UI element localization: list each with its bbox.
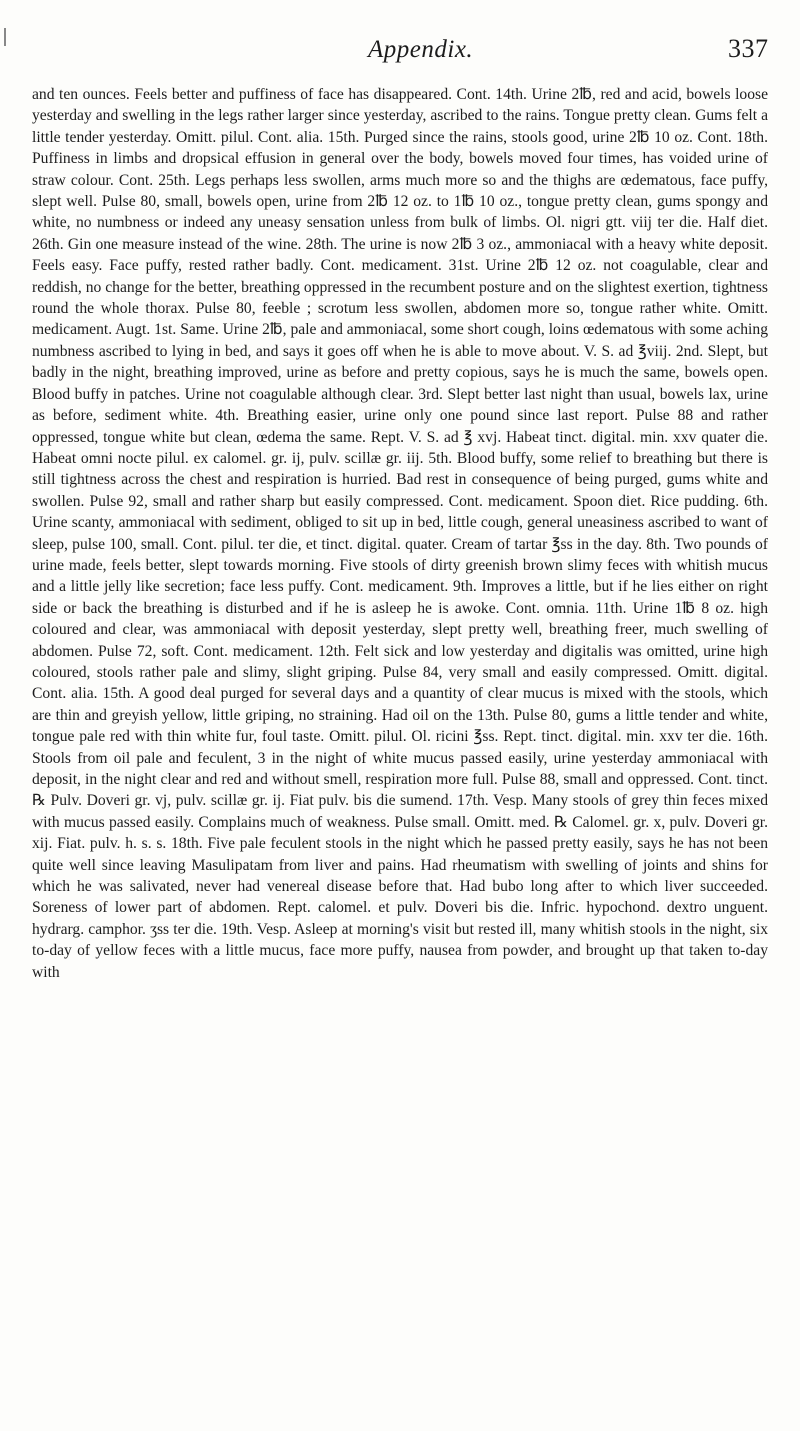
page-number: 337 — [728, 34, 769, 63]
body-text-block — [32, 84, 768, 1414]
margin-mark — [4, 28, 6, 46]
case-notes-paragraph: and ten ounces. Feels better and puffiness of face has disappeared. Cont. 14th. Urine 2℔, red and acid, bowels loose yesterday and swelling in the legs rather larger since yesterday, ascribed to the rains. Tongue pretty clean. Gums felt a little tender yesterday. Omitt. pilul. Cont. alia. 15th. Purged since the rains, stools good, urine 2℔ 10 oz. Cont. 18th. Puffiness in limbs and dropsical effusion in general over the body, bowels moved four times, has voided urine of straw colour. Cont. 25th. Legs perhaps less swollen, arms much more so and the thighs are œdematous, face puffy, slept well. Pulse 80, small, bowels open, urine from 2℔ 12 oz. to 1℔ 10 oz., tongue pretty clean, gums spongy and white, no numbness or indeed any uneasy sensation unless from bulk of limbs. Ol. nigri gtt. viij ter die. Half diet. 26th. Gin one measure instead of the wine. 28th. The urine is now 2℔ 3 oz., ammoniacal with a heavy white deposit. Feels easy. Face puffy, rested rather badly. Cont. medicament. 31st. Urine 2℔ 12 oz. not coagulable, clear and reddish, no change for the better, breathing oppressed in the recumbent posture and on the slightest exertion, tightness round the whole thorax. Pulse 80, feeble ; scrotum less swollen, abdomen more so, tongue rather white. Omitt. medicament. Augt. 1st. Same. Urine 2℔, pale and ammoniacal, some short cough, loins œdematous with some aching numbness ascribed to lying in bed, and says it goes off when he is able to move about. V. S. ad ℥viij. 2nd. Slept, but badly in the night, breathing improved, urine as before and pretty copious, says he is much the same, bowels open. Blood buffy in patches. Urine not coagulable although clear. 3rd. Slept better last night than usual, bowels lax, urine as before, sediment white. 4th. Breathing easier, urine only one pound since last report. Pulse 88 and rather oppressed, tongue white but clean, œdema the same. Rept. V. S. ad ℥ xvj. Habeat tinct. digital. min. xxv quater die. Habeat omni nocte pilul. ex calomel. gr. ij, pulv. scillæ gr. iij. 5th. Blood buffy, some relief to breathing but there is still tightness across the chest and respiration is hurried. Bad rest in consequence of being purged, gums white and swollen. Pulse 92, small and rather sharp but easily compressed. Cont. medicament. Spoon diet. Rice pudding. 6th. Urine scanty, ammoniacal with sediment, obliged to sit up in bed, little cough, general uneasiness ascribed to want of sleep, pulse 100, small. Cont. pilul. ter die, et tinct. digital. quater. Cream of tartar ℥ss in the day. 8th. Two pounds of urine made, feels better, slept towards morning. Five stools of dirty greenish brown slimy feces with whitish mucus and a little jelly like secretion; face less puffy. Cont. medicament. 9th. Improves a little, but if he lies either on right side or back the breathing is disturbed and if he is asleep he is awoke. Cont. omnia. 11th. Urine 1℔ 8 oz. high coloured and clear, was ammoniacal with deposit yesterday, slept pretty well, breathing freer, much swelling of abdomen. Pulse 72, soft. Cont. medicament. 12th. Felt sick and low yesterday and digitalis was omitted, urine high coloured, stools rather pale and slimy, slight griping. Pulse 84, very small and easily compressed. Omitt. digital. Cont. alia. 15th. A good deal purged for several days and a quantity of clear mucus is mixed with the stools, which are thin and greyish yellow, little griping, no straining. Had oil on the 13th. Pulse 80, gums a little tender and white, tongue pale red with thin white fur, foul taste. Omitt. pilul. Ol. ricini ℥ss. Rept. tinct. digital. min. xxv ter die. 16th. Stools from oil pale and feculent, 3 in the night of white mucus passed easily, urine yesterday ammoniacal with deposit, in the night clear and red and without smell, respiration more full. Pulse 88, small and oppressed. Cont. tinct. ℞ Pulv. Doveri gr. vj, pulv. scillæ gr. ij. Fiat pulv. bis die sumend. 17th. Vesp. Many stools of grey thin feces mixed with mucus passed easily. Complains much of weakness. Pulse small. Omitt. med. ℞ Calomel. gr. x, pulv. Doveri gr. xij. Fiat. pulv. h. s. s. 18th. Five pale feculent stools in the night which he passed pretty easily, says he has not been quite well since leaving Masulipatam from liver and pains. Had rheumatism with swelling of joints and shins for which he was salivated, never had venereal disease before that. Had bubo long after to which liver succeeded. Soreness of lower part of abdomen. Rept. calomel. et pulv. Doveri bis die. Infric. hypochond. dextro unguent. hydrarg. camphor. ʒss ter die. 19th. Vesp. Asleep at morning's visit but rested ill, many whitish stools in the night, six to-day of yellow feces with a little mucus, face more puffy, nausea from powder, and brought up that taken to-day with — [32, 86, 768, 981]
page-header — [0, 28, 800, 68]
running-head: Appendix. — [368, 36, 474, 63]
